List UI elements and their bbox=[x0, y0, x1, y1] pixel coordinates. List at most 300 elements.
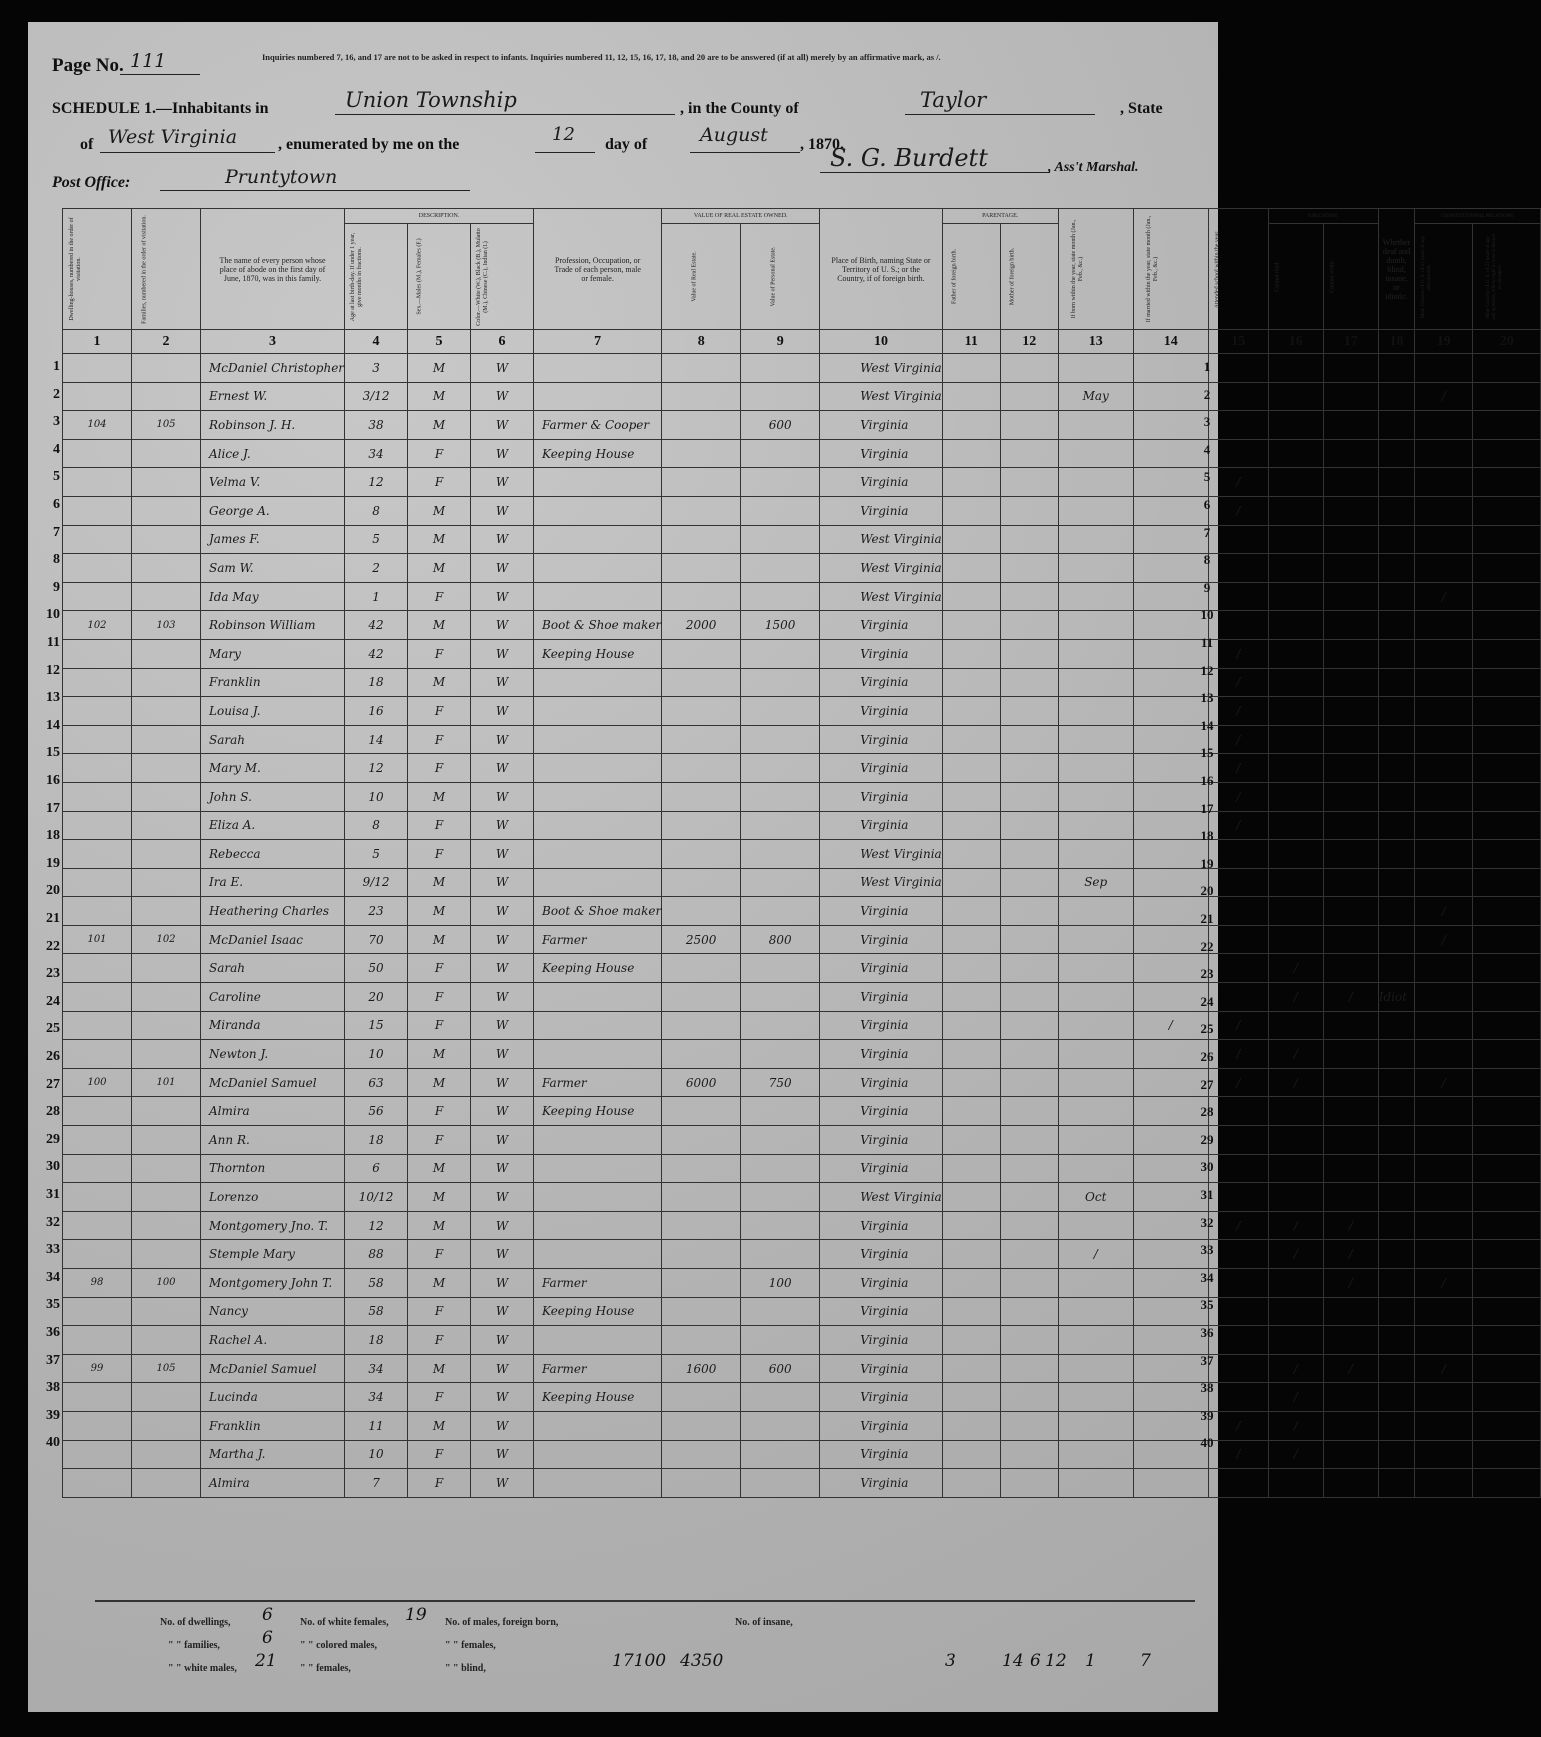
row-number-right: 28 bbox=[1200, 1104, 1214, 1120]
birthplace-cell: Virginia bbox=[820, 611, 943, 640]
citizen-cell: / bbox=[1415, 1354, 1473, 1383]
person-name: Rebecca bbox=[201, 840, 345, 869]
enumeration-day: 12 bbox=[552, 124, 575, 145]
real-estate-cell bbox=[662, 954, 741, 983]
census-row bbox=[63, 468, 1541, 497]
school-cell: / bbox=[1208, 725, 1268, 754]
row-number-left: 31 bbox=[46, 1187, 60, 1202]
mother-foreign-cell bbox=[1000, 1440, 1058, 1469]
census-row bbox=[63, 382, 1541, 411]
born-month-cell bbox=[1058, 1354, 1133, 1383]
age-cell: 50 bbox=[345, 954, 408, 983]
family-number bbox=[132, 1097, 201, 1126]
deaf-blind-cell bbox=[1378, 582, 1415, 611]
sex-cell: M bbox=[408, 1040, 471, 1069]
real-estate-cell bbox=[662, 1297, 741, 1326]
deaf-blind-cell bbox=[1378, 840, 1415, 869]
dwelling-number bbox=[63, 954, 132, 983]
cannot-read-cell bbox=[1268, 439, 1323, 468]
dwelling-number bbox=[63, 554, 132, 583]
age-cell: 5 bbox=[345, 525, 408, 554]
vote-denied-cell bbox=[1473, 468, 1541, 497]
sex-cell: F bbox=[408, 811, 471, 840]
column-number: 20 bbox=[1473, 330, 1541, 354]
group-estate: VALUE OF REAL ESTATE OWNED. bbox=[693, 212, 788, 219]
person-name: McDaniel Christopher bbox=[201, 354, 345, 383]
family-number bbox=[132, 1469, 201, 1498]
citizen-cell bbox=[1415, 468, 1473, 497]
born-month-cell bbox=[1058, 496, 1133, 525]
father-foreign-cell bbox=[942, 782, 1000, 811]
col-header-born-in-year: If born within the year, state month (Jan., Feb., &c.) bbox=[1070, 219, 1084, 319]
father-foreign-cell bbox=[942, 983, 1000, 1012]
cannot-write-cell bbox=[1323, 954, 1378, 983]
row-number-left: 20 bbox=[46, 883, 60, 899]
occupation-cell: Keeping House bbox=[534, 1383, 662, 1412]
married-month-cell bbox=[1133, 1469, 1208, 1498]
family-number bbox=[132, 1154, 201, 1183]
cannot-write-cell bbox=[1323, 1011, 1378, 1040]
born-month-cell bbox=[1058, 983, 1133, 1012]
mother-foreign-cell bbox=[1000, 1269, 1058, 1298]
vote-denied-cell bbox=[1473, 897, 1541, 926]
marshal-signature: S. G. Burdett bbox=[830, 144, 988, 172]
of-label: of bbox=[80, 136, 94, 153]
citizen-cell bbox=[1415, 1097, 1473, 1126]
birthplace-cell: Virginia bbox=[820, 1469, 943, 1498]
column-number: 12 bbox=[1000, 330, 1058, 354]
mother-foreign-cell bbox=[1000, 954, 1058, 983]
family-number bbox=[132, 354, 201, 383]
row-number-right: 23 bbox=[1200, 966, 1214, 982]
real-estate-cell: 2500 bbox=[662, 925, 741, 954]
father-foreign-cell bbox=[942, 668, 1000, 697]
person-name: Ernest W. bbox=[201, 382, 345, 411]
mother-foreign-cell bbox=[1000, 411, 1058, 440]
age-cell: 14 bbox=[345, 725, 408, 754]
age-cell: 8 bbox=[345, 496, 408, 525]
family-number bbox=[132, 1011, 201, 1040]
color-cell: W bbox=[471, 897, 534, 926]
birthplace-cell: Virginia bbox=[820, 697, 943, 726]
personal-estate-cell: 100 bbox=[741, 1269, 820, 1298]
row-number-left: 24 bbox=[46, 993, 60, 1009]
vote-denied-cell bbox=[1473, 1154, 1541, 1183]
family-number bbox=[132, 382, 201, 411]
tally-cannot-read: 6 bbox=[1030, 1651, 1041, 1671]
mother-foreign-cell bbox=[1000, 639, 1058, 668]
color-cell: W bbox=[471, 697, 534, 726]
family-number bbox=[132, 1411, 201, 1440]
township-underline bbox=[335, 114, 675, 115]
person-name: Louisa J. bbox=[201, 697, 345, 726]
citizen-cell bbox=[1415, 639, 1473, 668]
cannot-write-cell bbox=[1323, 725, 1378, 754]
vote-denied-cell bbox=[1473, 697, 1541, 726]
vote-denied-cell bbox=[1473, 611, 1541, 640]
birthplace-cell: Virginia bbox=[820, 639, 943, 668]
cannot-write-cell: / bbox=[1323, 1269, 1378, 1298]
row-number-left: 28 bbox=[46, 1104, 60, 1120]
personal-estate-cell bbox=[741, 1469, 820, 1498]
deaf-blind-cell bbox=[1378, 1240, 1415, 1269]
personal-estate-cell bbox=[741, 668, 820, 697]
father-foreign-cell bbox=[942, 1068, 1000, 1097]
color-cell: W bbox=[471, 668, 534, 697]
row-number-right: 32 bbox=[1200, 1214, 1214, 1230]
cannot-read-cell bbox=[1268, 1469, 1323, 1498]
family-number bbox=[132, 639, 201, 668]
row-number-left: 19 bbox=[46, 855, 60, 871]
personal-estate-cell bbox=[741, 754, 820, 783]
row-number-left: 5 bbox=[53, 469, 60, 485]
cannot-read-cell bbox=[1268, 582, 1323, 611]
row-number-left: 27 bbox=[46, 1076, 60, 1092]
col-header-age: Age at last birth-day. If under 1 year, give months in fractions. bbox=[350, 232, 364, 321]
deaf-blind-cell bbox=[1378, 1469, 1415, 1498]
row-number-right: 36 bbox=[1200, 1325, 1214, 1340]
mother-foreign-cell bbox=[1000, 725, 1058, 754]
personal-estate-cell bbox=[741, 1326, 820, 1355]
row-number-left: 36 bbox=[46, 1325, 60, 1340]
age-cell: 70 bbox=[345, 925, 408, 954]
father-foreign-cell bbox=[942, 1126, 1000, 1155]
family-number bbox=[132, 582, 201, 611]
occupation-cell: Farmer bbox=[534, 1269, 662, 1298]
citizen-cell: / bbox=[1415, 897, 1473, 926]
real-estate-cell bbox=[662, 983, 741, 1012]
born-month-cell bbox=[1058, 897, 1133, 926]
row-number-left: 34 bbox=[46, 1269, 60, 1285]
deaf-blind-cell bbox=[1378, 1411, 1415, 1440]
cannot-read-cell bbox=[1268, 639, 1323, 668]
person-name: Sarah bbox=[201, 954, 345, 983]
white-females-count: 19 bbox=[405, 1605, 427, 1625]
personal-estate-cell bbox=[741, 382, 820, 411]
occupation-cell bbox=[534, 725, 662, 754]
school-cell: / bbox=[1208, 1411, 1268, 1440]
color-cell: W bbox=[471, 525, 534, 554]
cannot-read-cell bbox=[1268, 496, 1323, 525]
mother-foreign-cell bbox=[1000, 1011, 1058, 1040]
age-cell: 10/12 bbox=[345, 1183, 408, 1212]
vote-denied-cell bbox=[1473, 811, 1541, 840]
father-foreign-cell bbox=[942, 354, 1000, 383]
cannot-write-cell bbox=[1323, 1297, 1378, 1326]
census-row bbox=[63, 354, 1541, 383]
census-row bbox=[63, 1154, 1541, 1183]
born-month-cell bbox=[1058, 754, 1133, 783]
personal-estate-cell bbox=[741, 840, 820, 869]
color-cell: W bbox=[471, 1126, 534, 1155]
father-foreign-cell bbox=[942, 1040, 1000, 1069]
father-foreign-cell bbox=[942, 554, 1000, 583]
cannot-write-cell bbox=[1323, 668, 1378, 697]
col-header-occupation: Profession, Occupation, or Trade of each person, male or female. bbox=[554, 255, 641, 283]
personal-estate-cell bbox=[741, 782, 820, 811]
birthplace-cell: West Virginia bbox=[820, 554, 943, 583]
dwelling-number bbox=[63, 1097, 132, 1126]
cannot-read-cell bbox=[1268, 468, 1323, 497]
cannot-write-cell bbox=[1323, 1326, 1378, 1355]
census-row bbox=[63, 897, 1541, 926]
deaf-blind-cell bbox=[1378, 525, 1415, 554]
row-number-left: 15 bbox=[46, 745, 60, 761]
state-underline bbox=[100, 152, 275, 153]
mother-foreign-cell bbox=[1000, 354, 1058, 383]
page-label: Page No. bbox=[52, 55, 124, 76]
cannot-read-cell bbox=[1268, 1326, 1323, 1355]
blind-label: " " blind, bbox=[445, 1663, 486, 1674]
color-cell: W bbox=[471, 925, 534, 954]
age-cell: 42 bbox=[345, 639, 408, 668]
dwellings-label: No. of dwellings, bbox=[160, 1617, 231, 1628]
county-label: , in the County of bbox=[680, 100, 799, 117]
color-cell: W bbox=[471, 411, 534, 440]
born-month-cell bbox=[1058, 525, 1133, 554]
county-name: Taylor bbox=[920, 88, 987, 112]
personal-estate-cell bbox=[741, 954, 820, 983]
birthplace-cell: West Virginia bbox=[820, 354, 943, 383]
deaf-blind-cell bbox=[1378, 1440, 1415, 1469]
age-cell: 34 bbox=[345, 439, 408, 468]
age-cell: 42 bbox=[345, 611, 408, 640]
deaf-blind-cell bbox=[1378, 1354, 1415, 1383]
families-label: " " families, bbox=[168, 1640, 220, 1651]
dwelling-number bbox=[63, 1183, 132, 1212]
birthplace-cell: Virginia bbox=[820, 1240, 943, 1269]
sex-cell: F bbox=[408, 1326, 471, 1355]
vote-denied-cell bbox=[1473, 1040, 1541, 1069]
row-number-right: 30 bbox=[1200, 1159, 1214, 1175]
vote-denied-cell bbox=[1473, 439, 1541, 468]
color-cell: W bbox=[471, 1097, 534, 1126]
person-name: Newton J. bbox=[201, 1040, 345, 1069]
day-underline bbox=[535, 152, 595, 153]
sex-cell: M bbox=[408, 382, 471, 411]
tally-cannot-write: 12 bbox=[1045, 1651, 1067, 1671]
cannot-read-cell: / bbox=[1268, 1040, 1323, 1069]
birthplace-cell: Virginia bbox=[820, 1097, 943, 1126]
mother-foreign-cell bbox=[1000, 1469, 1058, 1498]
cannot-write-cell bbox=[1323, 868, 1378, 897]
census-row bbox=[63, 1269, 1541, 1298]
vote-denied-cell bbox=[1473, 1354, 1541, 1383]
real-estate-cell bbox=[662, 868, 741, 897]
age-cell: 58 bbox=[345, 1269, 408, 1298]
census-row bbox=[63, 1297, 1541, 1326]
born-month-cell bbox=[1058, 411, 1133, 440]
vote-denied-cell bbox=[1473, 1297, 1541, 1326]
occupation-cell bbox=[534, 1183, 662, 1212]
person-name: Mary bbox=[201, 639, 345, 668]
vote-denied-cell bbox=[1473, 554, 1541, 583]
real-estate-cell bbox=[662, 811, 741, 840]
dwelling-number bbox=[63, 354, 132, 383]
dwelling-number bbox=[63, 1469, 132, 1498]
cannot-write-cell: / bbox=[1323, 1211, 1378, 1240]
real-estate-cell: 1600 bbox=[662, 1354, 741, 1383]
age-cell: 18 bbox=[345, 1126, 408, 1155]
sex-cell: M bbox=[408, 1154, 471, 1183]
age-cell: 63 bbox=[345, 1068, 408, 1097]
white-males-label: " " white males, bbox=[168, 1663, 237, 1674]
row-number-right: 26 bbox=[1200, 1049, 1214, 1064]
personal-estate-cell bbox=[741, 1297, 820, 1326]
person-name: Stemple Mary bbox=[201, 1240, 345, 1269]
column-number: 10 bbox=[820, 330, 943, 354]
color-cell: W bbox=[471, 1469, 534, 1498]
cannot-read-cell bbox=[1268, 1297, 1323, 1326]
sex-cell: M bbox=[408, 554, 471, 583]
col-header-deaf-blind: Whether deaf and dumb, blind, insane, or idiotic. bbox=[1382, 237, 1411, 301]
row-number-right: 6 bbox=[1203, 497, 1211, 512]
sex-cell: F bbox=[408, 468, 471, 497]
vote-denied-cell bbox=[1473, 525, 1541, 554]
deaf-blind-cell bbox=[1378, 897, 1415, 926]
color-cell: W bbox=[471, 1040, 534, 1069]
real-estate-cell bbox=[662, 1383, 741, 1412]
cannot-write-cell bbox=[1323, 1383, 1378, 1412]
citizen-cell: / bbox=[1415, 1068, 1473, 1097]
census-row bbox=[63, 1326, 1541, 1355]
family-number bbox=[132, 525, 201, 554]
citizen-cell bbox=[1415, 1411, 1473, 1440]
personal-estate-cell bbox=[741, 1011, 820, 1040]
color-cell: W bbox=[471, 868, 534, 897]
color-cell: W bbox=[471, 1240, 534, 1269]
census-row bbox=[63, 811, 1541, 840]
vote-denied-cell bbox=[1473, 668, 1541, 697]
real-estate-cell bbox=[662, 1326, 741, 1355]
vote-denied-cell bbox=[1473, 1126, 1541, 1155]
footer-divider bbox=[95, 1600, 1195, 1602]
row-number-left: 26 bbox=[46, 1049, 60, 1064]
day-label: day of bbox=[605, 136, 648, 153]
age-cell: 3 bbox=[345, 354, 408, 383]
father-foreign-cell bbox=[942, 954, 1000, 983]
occupation-cell bbox=[534, 840, 662, 869]
schedule-label: SCHEDULE 1.—Inhabitants in bbox=[52, 100, 269, 117]
dwelling-number bbox=[63, 754, 132, 783]
mother-foreign-cell bbox=[1000, 697, 1058, 726]
enumerated-label: , enumerated by me on the bbox=[278, 136, 460, 153]
deaf-blind-cell bbox=[1378, 382, 1415, 411]
family-number bbox=[132, 1126, 201, 1155]
col-header-sex: Sex.—Males (M.), Females (F.) bbox=[416, 238, 423, 315]
birthplace-cell: Virginia bbox=[820, 411, 943, 440]
cannot-read-cell: / bbox=[1268, 1240, 1323, 1269]
occupation-cell bbox=[534, 868, 662, 897]
real-estate-cell bbox=[662, 1211, 741, 1240]
person-name: Nancy bbox=[201, 1297, 345, 1326]
mother-foreign-cell bbox=[1000, 897, 1058, 926]
personal-estate-cell bbox=[741, 868, 820, 897]
vote-denied-cell bbox=[1473, 1183, 1541, 1212]
color-cell: W bbox=[471, 1269, 534, 1298]
citizen-cell bbox=[1415, 668, 1473, 697]
birthplace-cell: Virginia bbox=[820, 1383, 943, 1412]
row-number-right: 11 bbox=[1200, 635, 1214, 650]
column-number: 6 bbox=[471, 330, 534, 354]
deaf-blind-cell bbox=[1378, 1183, 1415, 1212]
cannot-write-cell bbox=[1323, 925, 1378, 954]
cannot-write-cell bbox=[1323, 1469, 1378, 1498]
column-number: 17 bbox=[1323, 330, 1378, 354]
mother-foreign-cell bbox=[1000, 1154, 1058, 1183]
age-cell: 8 bbox=[345, 811, 408, 840]
row-number-right: 27 bbox=[1200, 1076, 1214, 1092]
personal-estate-cell bbox=[741, 897, 820, 926]
cannot-write-cell bbox=[1323, 1440, 1378, 1469]
father-foreign-cell bbox=[942, 754, 1000, 783]
personal-estate-cell bbox=[741, 1440, 820, 1469]
row-number-left: 30 bbox=[46, 1159, 60, 1175]
birthplace-cell: Virginia bbox=[820, 496, 943, 525]
real-estate-cell bbox=[662, 782, 741, 811]
born-month-cell bbox=[1058, 1440, 1133, 1469]
cannot-write-cell: / bbox=[1323, 1240, 1378, 1269]
deaf-blind-cell bbox=[1378, 411, 1415, 440]
deaf-blind-cell bbox=[1378, 868, 1415, 897]
personal-estate-cell bbox=[741, 639, 820, 668]
personal-estate-cell bbox=[741, 1154, 820, 1183]
mother-foreign-cell bbox=[1000, 382, 1058, 411]
occupation-cell bbox=[534, 354, 662, 383]
cannot-write-cell bbox=[1323, 1183, 1378, 1212]
family-number bbox=[132, 782, 201, 811]
citizen-cell bbox=[1415, 439, 1473, 468]
cannot-read-cell bbox=[1268, 611, 1323, 640]
dwelling-number bbox=[63, 639, 132, 668]
family-number bbox=[132, 897, 201, 926]
occupation-cell bbox=[534, 468, 662, 497]
cannot-read-cell: / bbox=[1268, 954, 1323, 983]
citizen-cell: / bbox=[1415, 582, 1473, 611]
real-estate-cell bbox=[662, 1440, 741, 1469]
color-cell: W bbox=[471, 811, 534, 840]
age-cell: 2 bbox=[345, 554, 408, 583]
school-cell: / bbox=[1208, 1068, 1268, 1097]
col-header-married-in-year: If married within the year, state month (Jan., Feb., &c.) bbox=[1145, 215, 1159, 323]
citizen-cell bbox=[1415, 1326, 1473, 1355]
birthplace-cell: Virginia bbox=[820, 983, 943, 1012]
dwelling-number bbox=[63, 668, 132, 697]
col-header-father-foreign: Father of foreign birth. bbox=[951, 249, 958, 304]
deaf-blind-cell bbox=[1378, 354, 1415, 383]
colored-males-label: " " colored males, bbox=[300, 1640, 378, 1651]
person-name: Robinson J. H. bbox=[201, 411, 345, 440]
total-personal-estate: 4350 bbox=[680, 1651, 724, 1671]
vote-denied-cell bbox=[1473, 1326, 1541, 1355]
tally-citizens: 7 bbox=[1140, 1651, 1151, 1671]
color-cell: W bbox=[471, 1411, 534, 1440]
person-name: Thornton bbox=[201, 1154, 345, 1183]
color-cell: W bbox=[471, 496, 534, 525]
sex-cell: M bbox=[408, 1068, 471, 1097]
vote-denied-cell bbox=[1473, 868, 1541, 897]
dwelling-number bbox=[63, 897, 132, 926]
cannot-write-cell bbox=[1323, 439, 1378, 468]
person-name: Eliza A. bbox=[201, 811, 345, 840]
row-number-right: 33 bbox=[1200, 1242, 1214, 1258]
sex-cell: M bbox=[408, 1411, 471, 1440]
row-number-right: 10 bbox=[1200, 607, 1214, 623]
birthplace-cell: West Virginia bbox=[820, 382, 943, 411]
vote-denied-cell bbox=[1473, 725, 1541, 754]
personal-estate-cell bbox=[741, 468, 820, 497]
school-cell: / bbox=[1208, 668, 1268, 697]
